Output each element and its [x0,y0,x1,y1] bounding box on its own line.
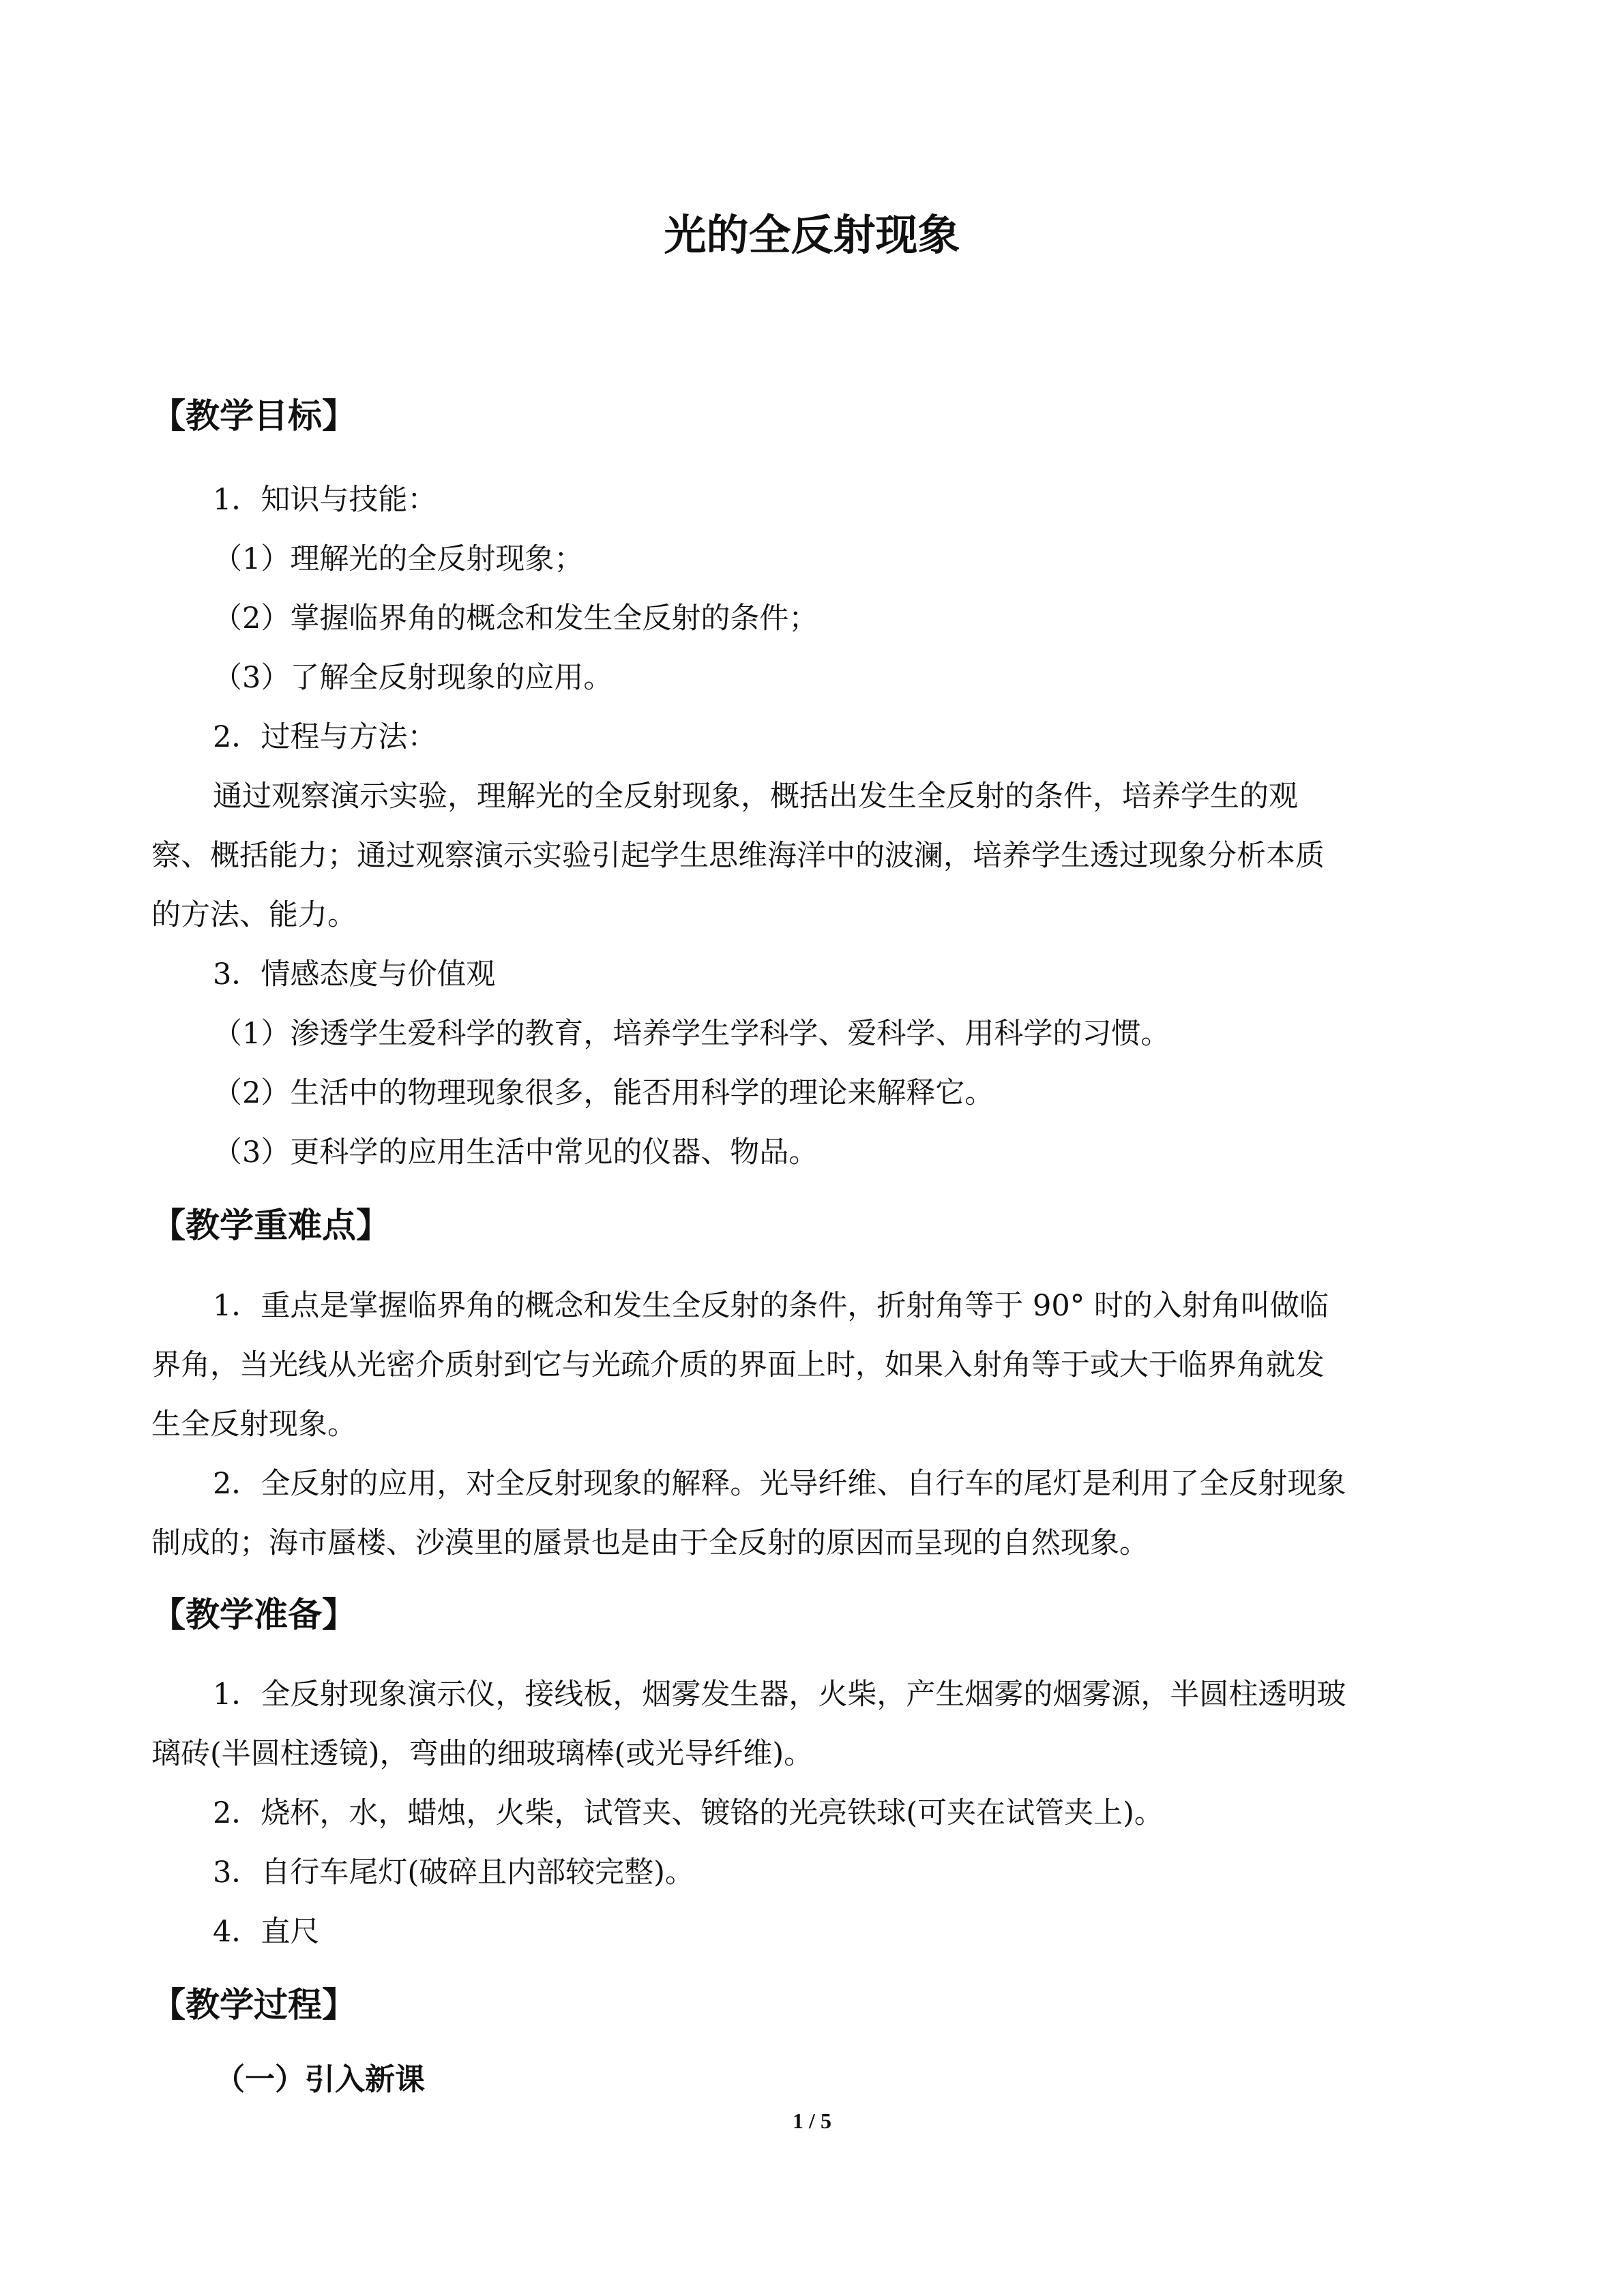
preparation-item: 2．烧杯，水，蜡烛，火柴，试管夹、镀铬的光亮铁球(可夹在试管夹上)。 [213,1796,1164,1830]
paragraph-line: 察、概括能力；通过观察演示实验引起学生思维海洋中的波澜，培养学生透过现象分析本质 [151,839,1325,873]
paragraph-line: 2．全反射的应用，对全反射现象的解释。光导纤维、自行车的尾灯是利用了全反射现象 [213,1467,1346,1501]
preparation-item: 1．全反射现象演示仪，接线板，烟雾发生器，火柴，产生烟雾的烟雾源，半圆柱透明玻 [213,1678,1346,1712]
preparation-item: 4．直尺 [213,1915,320,1949]
paragraph-line: 1．重点是掌握临界角的概念和发生全反射的条件，折射角等于 90° 时的入射角叫做临 [213,1289,1329,1323]
paragraph-line: 界角，当光线从光密介质射到它与光疏介质的界面上时，如果入射角等于或大于临界角就发 [151,1348,1325,1382]
paragraph-line: 生全反射现象。 [151,1407,357,1442]
section-heading-objectives: 【教学目标】 [151,396,356,436]
section-heading-preparation: 【教学准备】 [151,1595,356,1635]
objective-item: （1）理解光的全反射现象； [213,542,584,576]
document-title: 光的全反射现象 [664,210,960,260]
section-heading-process: 【教学过程】 [151,1985,356,2025]
process-subheading: （一）引入新课 [215,2062,425,2097]
objective-item: （3）更科学的应用生活中常见的仪器、物品。 [213,1135,818,1169]
objective-item: （2）掌握临界角的概念和发生全反射的条件； [213,601,818,636]
preparation-item: 3．自行车尾灯(破碎且内部较完整)。 [213,1855,694,1890]
paragraph-line: 通过观察演示实验，理解光的全反射现象，概括出发生全反射的条件，培养学生的观 [213,779,1298,814]
objective-item: （3）了解全反射现象的应用。 [213,661,613,695]
section-heading-key-points: 【教学重难点】 [151,1206,390,1245]
objective-label-knowledge: 1．知识与技能： [213,483,437,517]
objective-label-process: 2．过程与方法： [213,720,437,754]
paragraph-line: 的方法、能力。 [151,898,357,932]
page-number: 1 / 5 [793,2108,831,2133]
objective-item: （1）渗透学生爱科学的教育，培养学生学科学、爱科学、用科学的习惯。 [213,1017,1170,1051]
paragraph-line: 制成的；海市蜃楼、沙漠里的蜃景也是由于全反射的原因而呈现的自然现象。 [151,1526,1149,1560]
preparation-item: 璃砖(半圆柱透镜)，弯曲的细玻璃棒(或光导纤维)。 [151,1737,814,1771]
objective-item: （2）生活中的物理现象很多，能否用科学的理论来解释它。 [213,1076,994,1110]
objective-label-attitude: 3．情感态度与价值观 [213,957,496,992]
